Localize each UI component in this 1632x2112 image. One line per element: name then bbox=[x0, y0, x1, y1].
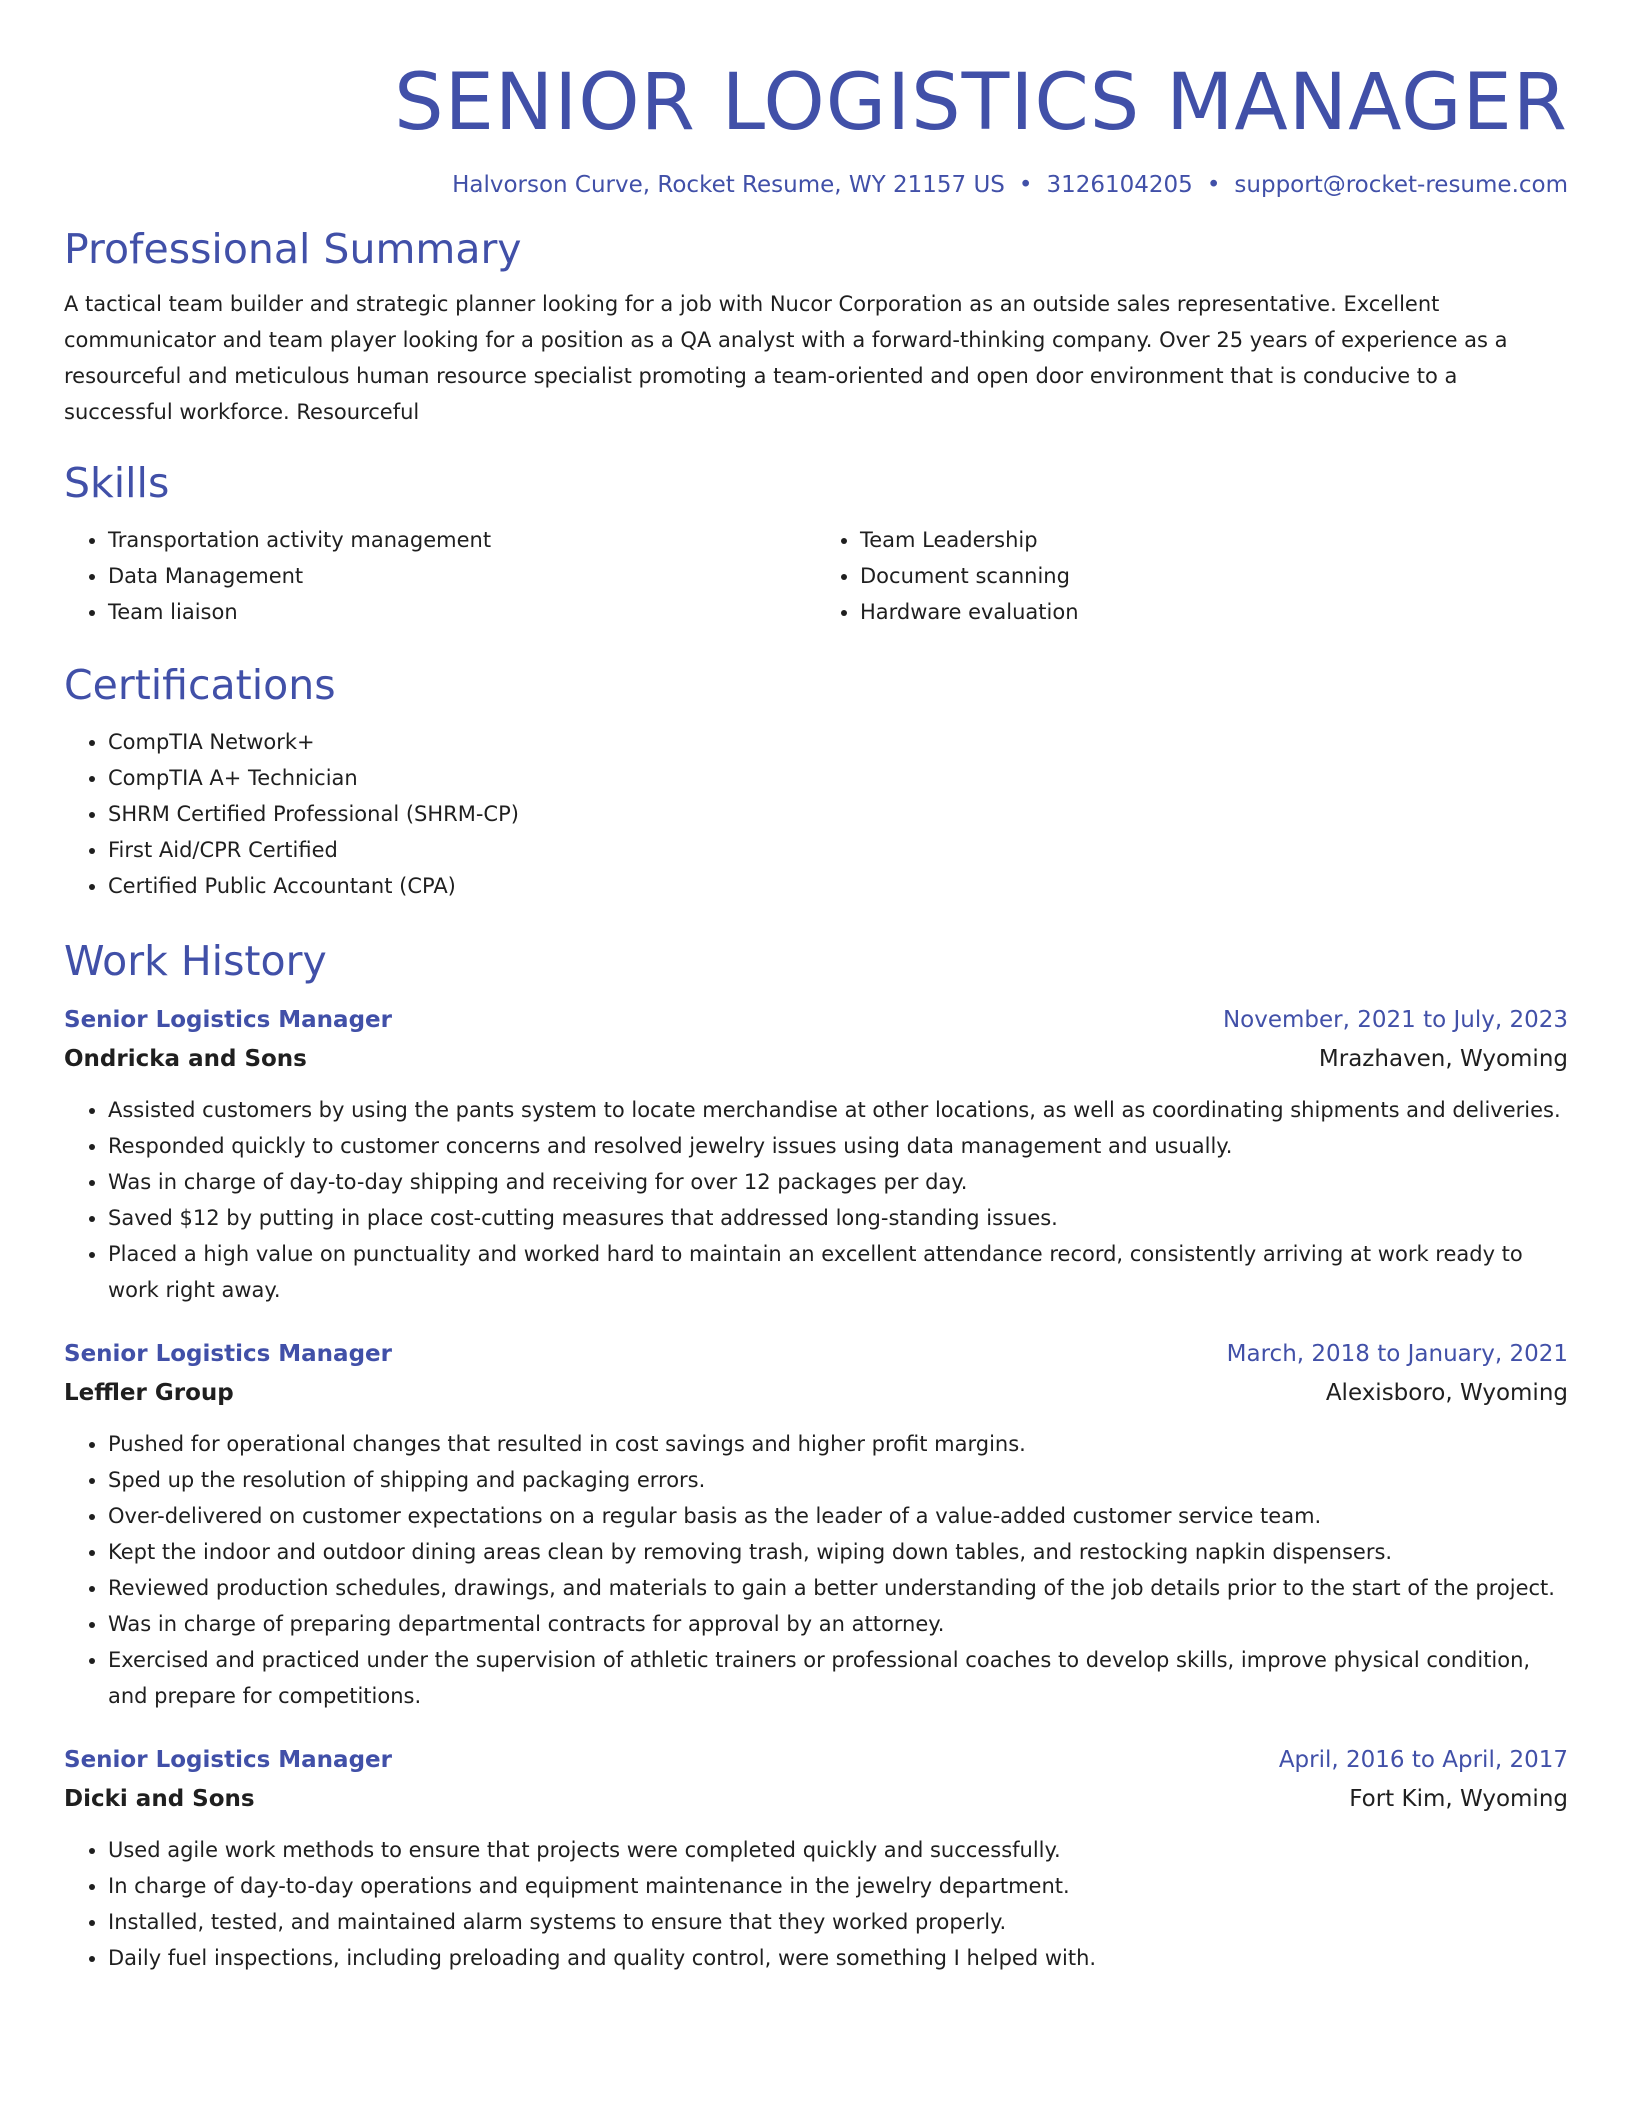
job-company: Ondricka and Sons bbox=[64, 1046, 307, 1072]
certifications-heading: Certifications bbox=[64, 661, 336, 709]
job-bullet: • Reviewed production schedules, drawings, and materials to gain a better understanding of the job details prior to the start of the project. bbox=[108, 1570, 1568, 1606]
job-title: Senior Logistics Manager bbox=[64, 1747, 392, 1773]
job-bullet: • Used agile work methods to ensure that projects were completed quickly and successfully. bbox=[108, 1832, 1568, 1868]
job-header-row bbox=[64, 1334, 1568, 1374]
contact-address: Halvorson Curve, Rocket Resume, WY 21157 US bbox=[452, 172, 1005, 198]
job-bullet: • Sped up the resolution of shipping and packaging errors. bbox=[108, 1462, 1568, 1498]
certification-item: • Certified Public Accountant (CPA) bbox=[108, 868, 1568, 904]
job-location: Alexisboro, Wyoming bbox=[1325, 1380, 1568, 1406]
job-company-row bbox=[64, 1780, 1568, 1818]
job-bullet: • Over-delivered on customer expectations on a regular basis as the leader of a value-added customer service team. bbox=[108, 1498, 1568, 1534]
skill-item: • Transportation activity management bbox=[108, 522, 816, 558]
job-bullet: • Pushed for operational changes that resulted in cost savings and higher profit margins. bbox=[108, 1426, 1568, 1462]
work-history-heading: Work History bbox=[64, 937, 327, 985]
job-entry bbox=[64, 1740, 1568, 1976]
job-bullet: • Assisted customers by using the pants system to locate merchandise at other locations, as well as coordinating shipments and deliveries. bbox=[108, 1092, 1568, 1128]
skill-item: • Document scanning bbox=[860, 558, 1568, 594]
job-company-row bbox=[64, 1040, 1568, 1078]
job-bullets bbox=[64, 1832, 1568, 1976]
job-bullet: • In charge of day-to-day operations and equipment maintenance in the jewelry department. bbox=[108, 1868, 1568, 1904]
skill-item: • Team liaison bbox=[108, 594, 816, 630]
certification-item: • CompTIA Network+ bbox=[108, 724, 1568, 760]
job-location: Fort Kim, Wyoming bbox=[1349, 1786, 1568, 1812]
work-history-section bbox=[64, 936, 1568, 1976]
job-company: Leffler Group bbox=[64, 1380, 234, 1406]
skill-item: • Team Leadership bbox=[860, 522, 1568, 558]
summary-text: A tactical team builder and strategic planner looking for a job with Nucor Corporation as an outside sales representative. Excellent communicator and team player looking for a position as a QA analyst with a forward-thinking company. Over 25 years of experience as a resourceful and meticulous human resource specialist promoting a team-oriented and open door environment that is conducive to a successful workforce. Resourceful bbox=[64, 292, 1508, 424]
job-bullets bbox=[64, 1092, 1568, 1308]
job-company: Dicki and Sons bbox=[64, 1786, 255, 1812]
skills-list-right bbox=[816, 522, 1568, 630]
job-bullet: • Installed, tested, and maintained alarm systems to ensure that they worked properly. bbox=[108, 1904, 1568, 1940]
job-title: Senior Logistics Manager bbox=[64, 1007, 392, 1033]
contact-separator: • bbox=[1018, 172, 1033, 198]
certification-item: • First Aid/CPR Certified bbox=[108, 832, 1568, 868]
resume-title: SENIOR LOGISTICS MANAGER bbox=[394, 58, 1568, 148]
job-bullet: • Daily fuel inspections, including preloading and quality control, were something I helped with. bbox=[108, 1940, 1568, 1976]
certification-item: • SHRM Certified Professional (SHRM-CP) bbox=[108, 796, 1568, 832]
job-entry bbox=[64, 1000, 1568, 1308]
job-bullet: • Kept the indoor and outdoor dining areas clean by removing trash, wiping down tables, and restocking napkin dispensers. bbox=[108, 1534, 1568, 1570]
job-title: Senior Logistics Manager bbox=[64, 1341, 392, 1367]
job-bullet: • Was in charge of preparing departmental contracts for approval by an attorney. bbox=[108, 1606, 1568, 1642]
skills-grid bbox=[64, 522, 1568, 630]
job-bullet: • Saved $12 by putting in place cost-cutting measures that addressed long-standing issues. bbox=[108, 1200, 1568, 1236]
job-location: Mrazhaven, Wyoming bbox=[1318, 1046, 1568, 1072]
contact-phone: 3126104205 bbox=[1046, 172, 1193, 198]
skills-list-left bbox=[64, 522, 816, 630]
certifications-list bbox=[64, 724, 1568, 904]
contact-email[interactable]: support@rocket-resume.com bbox=[1234, 172, 1568, 198]
job-dates: April, 2016 to April, 2017 bbox=[1278, 1747, 1568, 1773]
job-dates: March, 2018 to January, 2021 bbox=[1226, 1341, 1568, 1367]
job-entry bbox=[64, 1334, 1568, 1714]
skill-item: • Data Management bbox=[108, 558, 816, 594]
job-company-row bbox=[64, 1374, 1568, 1412]
certifications-section bbox=[64, 660, 1568, 904]
job-bullets bbox=[64, 1426, 1568, 1714]
job-bullet: • Exercised and practiced under the supervision of athletic trainers or professional coaches to develop skills, improve physical condition, and prepare for competitions. bbox=[108, 1642, 1568, 1714]
job-header-row bbox=[64, 1000, 1568, 1040]
job-bullet: • Responded quickly to customer concerns and resolved jewelry issues using data management and usually. bbox=[108, 1128, 1568, 1164]
contact-line bbox=[64, 170, 1568, 200]
contact-separator: • bbox=[1206, 172, 1221, 198]
certification-item: • CompTIA A+ Technician bbox=[108, 760, 1568, 796]
skill-item: • Hardware evaluation bbox=[860, 594, 1568, 630]
summary-heading: Professional Summary bbox=[64, 225, 522, 273]
job-header-row bbox=[64, 1740, 1568, 1780]
job-dates: November, 2021 to July, 2023 bbox=[1222, 1007, 1568, 1033]
summary-section bbox=[64, 224, 1568, 430]
skills-heading: Skills bbox=[64, 459, 170, 507]
job-bullet: • Placed a high value on punctuality and worked hard to maintain an excellent attendance record, consistently arriving at work ready to work right away. bbox=[108, 1236, 1568, 1308]
skills-section bbox=[64, 458, 1568, 630]
resume-page bbox=[64, 0, 1568, 1976]
job-bullet: • Was in charge of day-to-day shipping and receiving for over 12 packages per day. bbox=[108, 1164, 1568, 1200]
